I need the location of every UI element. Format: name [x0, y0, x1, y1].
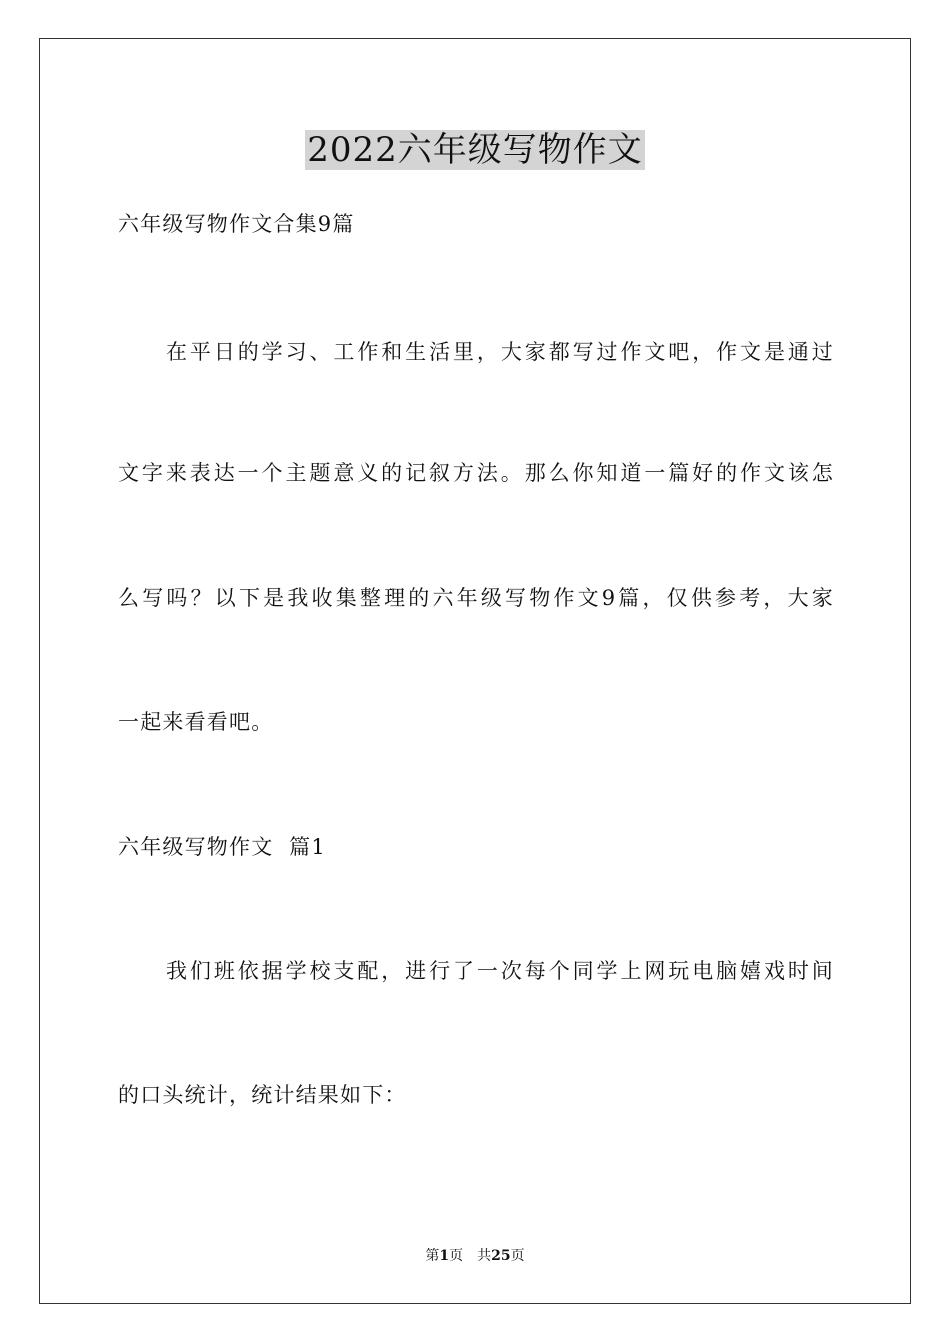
intro-line-3: 么写吗？以下是我收集整理的六年级写物作文9篇，仅供参考，大家 — [118, 586, 834, 610]
page-footer — [0, 1246, 950, 1266]
section-heading: 六年级写物作文 篇1 — [118, 835, 326, 859]
document-title-text: 2022六年级写物作文 — [307, 130, 643, 170]
document-title — [0, 128, 950, 172]
document-subtitle: 六年级写物作文合集9篇 — [118, 212, 355, 236]
intro-line-1: 在平日的学习、工作和生活里，大家都写过作文吧，作文是通过 — [166, 340, 834, 364]
footer-page-suffix: 页 — [449, 1248, 464, 1264]
footer-total-prefix: 共 — [477, 1248, 492, 1264]
intro-line-4: 一起来看看吧。 — [118, 710, 274, 734]
footer-total-pages: 25 — [491, 1248, 511, 1264]
footer-page-prefix: 第 — [425, 1248, 440, 1264]
intro-line-2: 文字来表达一个主题意义的记叙方法。那么你知道一篇好的作文该怎 — [118, 461, 834, 485]
section-line-1: 我们班依据学校支配，进行了一次每个同学上网玩电脑嬉戏时间 — [166, 959, 834, 983]
section-line-2: 的口头统计，统计结果如下： — [118, 1083, 407, 1107]
footer-page-number: 1 — [439, 1248, 450, 1264]
footer-total-suffix: 页 — [510, 1248, 525, 1264]
